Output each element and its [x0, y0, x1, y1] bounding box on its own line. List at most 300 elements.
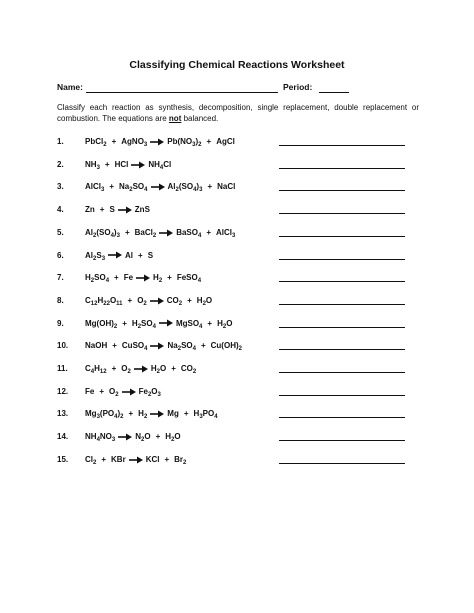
reaction-arrow-icon: [150, 297, 164, 305]
chemical-equation: [85, 364, 196, 373]
answer-blank[interactable]: [279, 395, 405, 396]
chemical-equation: [85, 387, 161, 396]
formula-text: BaSO: [176, 227, 198, 237]
plus-sign: +: [206, 227, 211, 237]
chemical-formula: [85, 137, 107, 146]
chemical-formula: [85, 432, 116, 444]
reaction-arrow-icon: [129, 456, 143, 464]
chemical-formula: [197, 296, 212, 305]
formula-text: Al: [167, 182, 176, 192]
formula-text: CO: [166, 295, 179, 305]
reaction-number: 4.: [57, 205, 64, 215]
formula-subscript: 2: [93, 459, 97, 466]
formula-text: FeSO: [176, 273, 198, 283]
formula-text: ZnS: [134, 205, 150, 215]
chemical-formula: [146, 455, 160, 464]
plus-sign: +: [206, 137, 212, 146]
formula-text: ): [195, 137, 199, 146]
formula-subscript: 11: [116, 300, 123, 307]
reaction-row: [57, 409, 407, 423]
formula-text: H: [193, 409, 200, 419]
formula-text: Cl: [85, 454, 93, 464]
formula-text: Al: [85, 250, 93, 260]
chemical-formula: [165, 432, 181, 444]
formula-subscript: 2: [120, 414, 124, 421]
formula-subscript: 2: [93, 255, 97, 262]
answer-blank[interactable]: [279, 190, 405, 191]
formula-text: AgCl: [216, 137, 235, 146]
plus-sign: +: [109, 182, 115, 192]
chemical-equation: [85, 409, 218, 421]
formula-subscript: 2: [129, 187, 133, 194]
formula-subscript: 2: [152, 232, 157, 239]
reaction-arrow-icon: [150, 410, 164, 418]
plus-sign: +: [99, 205, 105, 215]
plus-sign: +: [138, 250, 143, 260]
answer-blank[interactable]: [279, 417, 405, 418]
formula-text: CO: [180, 364, 193, 373]
formula-text: Fe: [85, 386, 95, 396]
reaction-arrow-icon: [159, 319, 173, 327]
plus-sign: +: [101, 454, 107, 464]
formula-subscript: 2: [93, 232, 97, 239]
formula-text: Na: [119, 182, 130, 192]
reaction-number: 7.: [57, 273, 64, 283]
formula-text: (SO: [178, 182, 194, 192]
reaction-row: [57, 251, 407, 265]
reaction-row: [57, 137, 407, 151]
name-blank[interactable]: [86, 92, 278, 93]
reaction-number: 11.: [57, 364, 68, 373]
period-blank[interactable]: [319, 92, 349, 93]
formula-text: Br: [174, 454, 184, 464]
chemical-formula: [176, 273, 202, 285]
formula-text: H: [165, 432, 172, 442]
reaction-row: [57, 387, 407, 401]
formula-text: ): [113, 227, 117, 237]
formula-text: SO: [141, 318, 153, 328]
reaction-arrow-icon: [150, 342, 164, 350]
formula-subscript: 2: [177, 346, 182, 353]
formula-text: AgNO: [121, 137, 144, 146]
reaction-arrow-icon: [118, 206, 132, 214]
chemical-formula: [85, 364, 107, 373]
answer-blank[interactable]: [279, 463, 405, 464]
formula-subscript: 2: [103, 142, 107, 148]
chemical-equation: [85, 455, 186, 464]
formula-subscript: 2: [183, 459, 187, 466]
chemical-formula: [121, 341, 148, 353]
plus-sign: +: [183, 409, 189, 419]
formula-text: NH: [85, 432, 97, 442]
formula-text: NH: [148, 159, 160, 169]
chemical-equation: [85, 205, 150, 214]
reaction-row: [57, 182, 407, 196]
formula-text: CuSO: [121, 341, 145, 351]
formula-text: S: [96, 250, 102, 260]
chemical-formula: [176, 319, 202, 328]
formula-subscript: 2: [175, 187, 179, 194]
formula-text: PbCl: [85, 137, 104, 146]
chemical-formula: [181, 364, 196, 373]
formula-subscript: 4: [114, 414, 118, 421]
formula-subscript: 4: [144, 187, 148, 194]
chemical-formula: [176, 228, 201, 237]
chemical-equation: [85, 160, 171, 169]
formula-text: H: [217, 318, 223, 328]
formula-text: Mg(OH): [85, 318, 114, 328]
reaction-row: [57, 432, 407, 446]
plus-sign: +: [167, 273, 172, 283]
chemical-equation: [85, 432, 181, 444]
formula-text: BaCl: [134, 227, 153, 237]
chemical-formula: [125, 251, 133, 260]
formula-text: NaCl: [217, 182, 236, 192]
chemical-formula: [217, 182, 235, 191]
plus-sign: +: [122, 318, 127, 328]
formula-text: Cl: [163, 159, 172, 169]
formula-subscript: 3: [232, 232, 236, 239]
reaction-number: 14.: [57, 432, 69, 442]
formula-subscript: 4: [144, 346, 148, 353]
reaction-arrow-icon: [122, 388, 136, 396]
formula-text: SO: [132, 182, 145, 192]
chemical-formula: [135, 228, 157, 237]
answer-blank[interactable]: [279, 304, 405, 305]
reaction-row: [57, 205, 407, 219]
chemical-equation: [85, 296, 212, 305]
formula-text: Na: [167, 341, 178, 351]
formula-text: H: [94, 364, 100, 373]
formula-text: Fe: [138, 386, 148, 396]
answer-blank[interactable]: [279, 327, 405, 328]
formula-text: SO: [94, 273, 106, 283]
formula-subscript: 3: [96, 164, 100, 171]
formula-subscript: 3: [101, 255, 106, 262]
formula-subscript: 3: [101, 187, 105, 194]
formula-text: Fe: [123, 273, 134, 283]
worksheet-title: Classifying Chemical Reactions Worksheet: [129, 59, 345, 71]
formula-subscript: 2: [222, 323, 227, 330]
formula-text: H: [138, 409, 144, 419]
chemical-formula: [167, 182, 203, 194]
reaction-arrow-icon: [159, 229, 173, 237]
formula-subscript: 12: [90, 300, 98, 307]
reaction-row: [57, 228, 407, 242]
chemical-formula: [85, 160, 100, 169]
chemical-formula: [167, 409, 179, 418]
reaction-row: [57, 319, 407, 333]
chemical-formula: [135, 205, 150, 214]
student-info: [57, 82, 417, 94]
chemical-equation: [85, 251, 153, 260]
formula-text: HCl: [114, 159, 129, 169]
formula-text: KCl: [145, 454, 160, 464]
name-label: Name:: [57, 82, 83, 92]
answer-blank[interactable]: [279, 440, 405, 441]
answer-blank[interactable]: [279, 213, 405, 214]
chemical-formula: [216, 137, 235, 146]
formula-subscript: 3: [199, 187, 203, 194]
formula-subscript: 2: [113, 323, 118, 330]
formula-text: N: [135, 432, 142, 442]
reaction-number: 1.: [57, 137, 64, 146]
formula-subscript: 4: [110, 232, 114, 239]
chemical-formula: [148, 251, 153, 260]
chemical-formula: [121, 137, 147, 146]
formula-subscript: 2: [198, 142, 202, 148]
formula-text: H: [150, 364, 157, 373]
formula-text: NaOH: [85, 341, 108, 351]
formula-text: H: [196, 295, 203, 305]
formula-subscript: 3: [116, 232, 120, 239]
formula-text: O: [144, 432, 151, 442]
formula-subscript: 2: [127, 369, 131, 375]
chemical-formula: [138, 409, 148, 421]
reaction-arrow-icon: [108, 251, 122, 259]
plus-sign: +: [112, 341, 117, 351]
formula-subscript: 4: [96, 437, 100, 444]
plus-sign: +: [171, 364, 176, 373]
chemical-equation: [85, 182, 236, 194]
formula-text: AlCl: [85, 182, 101, 192]
reaction-number: 2.: [57, 159, 64, 169]
formula-text: (PO: [99, 409, 115, 419]
formula-text: Cu(OH): [210, 341, 239, 351]
answer-blank[interactable]: [279, 372, 405, 373]
reaction-row: [57, 296, 407, 310]
answer-blank[interactable]: [279, 259, 405, 260]
chemical-equation: [85, 273, 202, 285]
chemical-formula: [111, 455, 126, 464]
formula-subscript: 4: [159, 164, 164, 171]
plus-sign: +: [207, 182, 213, 192]
answer-blank[interactable]: [279, 168, 405, 169]
chemical-formula: [85, 319, 117, 328]
reaction-arrow-icon: [151, 183, 165, 191]
reaction-number: 13.: [57, 409, 69, 419]
chemical-formula: [139, 387, 161, 396]
formula-text: C: [85, 364, 91, 373]
chemical-equation: [85, 137, 235, 146]
chemical-formula: [137, 296, 147, 305]
reaction-row: [57, 455, 407, 469]
formula-text: O: [205, 295, 213, 305]
chemical-formula: [167, 296, 182, 305]
formula-subscript: 3: [96, 414, 100, 421]
reaction-arrow-icon: [118, 433, 132, 441]
instructions-end: balanced.: [181, 114, 219, 123]
formula-text: NO: [99, 432, 112, 442]
formula-subscript: 2: [115, 391, 119, 398]
formula-subscript: 2: [192, 369, 197, 375]
formula-subscript: 3: [199, 414, 203, 421]
formula-subscript: 3: [192, 142, 196, 148]
formula-subscript: 4: [199, 323, 203, 330]
formula-text: AlCl: [216, 227, 232, 237]
chemical-formula: [151, 364, 166, 373]
formula-subscript: 4: [197, 232, 202, 239]
formula-subscript: 3: [157, 391, 161, 398]
instructions: [57, 102, 419, 124]
formula-text: H: [153, 273, 159, 283]
instructions-text: Classify each reaction as synthesis, decomposition, single replacement, double replacement or combustion. The equations are: [57, 103, 419, 123]
formula-text: H: [97, 295, 104, 305]
plus-sign: +: [99, 386, 105, 396]
formula-subscript: 2: [141, 437, 145, 444]
instructions-emphasis: not: [168, 114, 182, 123]
formula-subscript: 2: [143, 300, 147, 307]
chemical-formula: [210, 341, 242, 353]
formula-subscript: 2: [202, 300, 206, 307]
reaction-number: 8.: [57, 295, 64, 305]
plus-sign: +: [124, 227, 130, 237]
formula-text: KBr: [111, 454, 126, 464]
reaction-arrow-icon: [131, 161, 145, 169]
plus-sign: +: [187, 295, 192, 305]
formula-text: Pb(NO: [167, 137, 193, 146]
reaction-number: 6.: [57, 250, 64, 260]
chemical-formula: [109, 205, 114, 214]
formula-subscript: 2: [178, 300, 183, 307]
formula-text: O: [226, 318, 233, 328]
reaction-number: 15.: [57, 454, 69, 464]
chemical-formula: [85, 251, 105, 260]
chemical-formula: [174, 455, 186, 464]
formula-text: MgSO: [175, 318, 200, 328]
formula-text: Al: [125, 250, 134, 260]
chemical-formula: [193, 409, 218, 421]
plus-sign: +: [127, 295, 133, 305]
plus-sign: +: [128, 409, 134, 419]
chemical-formula: [115, 160, 129, 169]
formula-text: H: [131, 318, 138, 328]
formula-subscript: 4: [152, 323, 156, 330]
formula-text: O: [109, 386, 116, 396]
answer-blank[interactable]: [279, 281, 405, 282]
formula-text: S: [109, 205, 115, 215]
formula-subscript: 4: [105, 278, 110, 285]
reaction-number: 9.: [57, 318, 64, 328]
chemical-formula: [135, 432, 151, 444]
chemical-formula: [121, 364, 131, 373]
formula-subscript: 22: [103, 300, 110, 307]
plus-sign: +: [200, 341, 206, 351]
plus-sign: +: [114, 273, 119, 283]
formula-text: O: [159, 364, 167, 373]
formula-subscript: 3: [143, 142, 148, 148]
chemical-formula: [167, 137, 201, 146]
chemical-formula: [85, 455, 96, 464]
chemical-formula: [85, 182, 105, 194]
chemical-formula: [124, 273, 133, 282]
formula-text: O: [174, 432, 181, 442]
chemical-formula: [85, 409, 124, 421]
formula-text: C: [85, 295, 91, 305]
formula-text: (SO: [96, 227, 111, 237]
formula-subscript: 4: [192, 346, 196, 353]
formula-subscript: 3: [111, 437, 116, 444]
plus-sign: +: [104, 159, 110, 169]
formula-subscript: 4: [214, 414, 218, 421]
formula-subscript: 4: [90, 369, 95, 375]
plus-sign: +: [164, 454, 170, 464]
formula-text: Mg: [85, 409, 97, 419]
formula-text: Zn: [85, 205, 95, 215]
reaction-row: [57, 273, 407, 287]
answer-blank[interactable]: [279, 236, 405, 237]
chemical-equation: [85, 228, 235, 237]
formula-text: Al: [85, 227, 93, 237]
reaction-number: 3.: [57, 182, 64, 192]
reaction-row: [57, 341, 407, 355]
answer-blank[interactable]: [279, 349, 405, 350]
formula-subscript: 2: [158, 278, 163, 285]
chemical-equation: [85, 341, 242, 353]
chemical-formula: [85, 205, 95, 214]
formula-subscript: 2: [238, 346, 242, 353]
formula-text: O: [137, 295, 144, 305]
chemical-formula: [148, 160, 171, 169]
formula-subscript: 4: [197, 278, 202, 285]
formula-text: ): [196, 182, 200, 192]
reaction-row: [57, 160, 407, 174]
formula-subscript: 4: [193, 187, 197, 194]
chemical-equation: [85, 319, 232, 328]
chemical-formula: [85, 228, 120, 237]
reaction-number: 10.: [57, 341, 69, 351]
chemical-formula: [153, 273, 163, 285]
reaction-arrow-icon: [150, 138, 164, 146]
chemical-formula: [109, 387, 119, 396]
formula-subscript: 2: [171, 437, 175, 444]
plus-sign: +: [111, 364, 117, 373]
chemical-formula: [85, 387, 94, 396]
reaction-row: [57, 364, 407, 378]
reaction-number: 5.: [57, 227, 64, 237]
reaction-number: 12.: [57, 386, 69, 396]
plus-sign: +: [207, 318, 213, 328]
formula-subscript: 2: [137, 323, 142, 330]
formula-text: Mg: [167, 409, 179, 419]
chemical-formula: [85, 273, 110, 285]
chemical-formula: [119, 182, 148, 194]
chemical-formula: [132, 319, 156, 328]
formula-subscript: 12: [99, 369, 107, 375]
formula-text: NH: [85, 159, 97, 169]
formula-text: H: [85, 273, 91, 283]
reaction-arrow-icon: [136, 274, 150, 282]
formula-subscript: 2: [143, 414, 148, 421]
chemical-formula: [85, 296, 123, 305]
formula-subscript: 2: [156, 369, 160, 375]
formula-subscript: 2: [147, 391, 152, 398]
formula-text: S: [147, 250, 154, 260]
formula-text: O: [151, 386, 158, 396]
period-label: Period:: [283, 82, 313, 92]
chemical-formula: [85, 341, 107, 350]
formula-subscript: 2: [90, 278, 95, 285]
answer-blank[interactable]: [279, 145, 405, 146]
formula-text: O: [109, 295, 117, 305]
formula-text: PO: [202, 409, 215, 419]
chemical-formula: [217, 319, 232, 328]
chemical-formula: [216, 228, 235, 237]
chemical-formula: [167, 341, 196, 353]
formula-text: ): [117, 409, 121, 419]
reaction-arrow-icon: [134, 365, 148, 373]
formula-text: O: [121, 364, 128, 373]
